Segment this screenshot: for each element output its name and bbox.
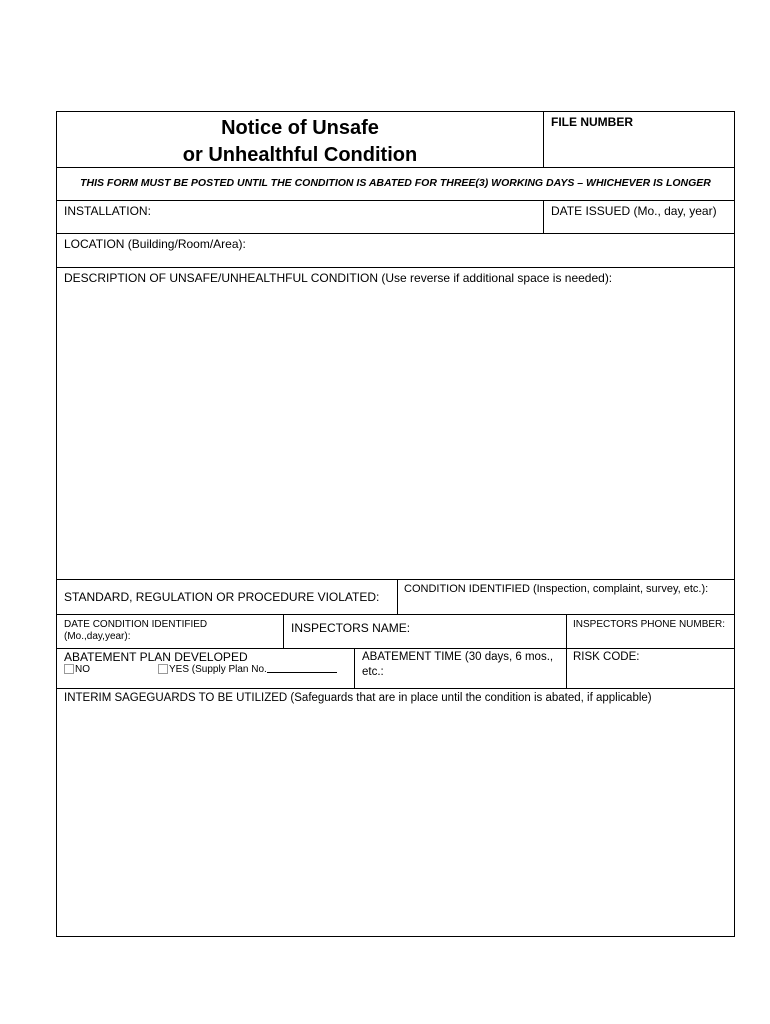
abatement-row	[57, 649, 734, 689]
risk-code-field[interactable]	[566, 649, 734, 688]
condition-identified-field[interactable]	[397, 580, 734, 614]
inspectors-phone-label: INSPECTORS PHONE NUMBER:	[573, 619, 726, 630]
interim-safeguards-field[interactable]	[57, 689, 734, 936]
option-no[interactable]	[64, 664, 90, 676]
inspectors-name-field[interactable]	[283, 615, 566, 648]
installation-label: INSTALLATION:	[64, 204, 151, 218]
date-condition-identified-field[interactable]	[57, 615, 283, 648]
date-issued-label: DATE ISSUED (Mo., day, year)	[551, 204, 717, 218]
option-yes-label: YES (Supply Plan No.	[169, 664, 267, 675]
installation-field[interactable]	[57, 201, 543, 233]
form-title-line2: or Unhealthful Condition	[182, 144, 418, 166]
standard-violated-field[interactable]	[57, 580, 397, 614]
abatement-time-label-2: etc.:	[362, 666, 384, 678]
option-no-label: NO	[75, 664, 90, 675]
standard-row	[57, 580, 734, 615]
abatement-plan-field	[57, 649, 354, 688]
unsafe-condition-form	[56, 111, 735, 937]
file-number-label: FILE NUMBER	[551, 115, 633, 129]
plan-number-line[interactable]	[267, 672, 337, 673]
date-condition-identified-label-1: DATE CONDITION IDENTIFIED	[64, 619, 208, 630]
no-checkbox[interactable]	[64, 664, 74, 674]
description-field[interactable]	[57, 268, 734, 580]
inspectors-phone-field[interactable]	[566, 615, 734, 648]
location-label: LOCATION (Building/Room/Area):	[64, 237, 246, 251]
installation-row	[57, 201, 734, 234]
posting-notice: THIS FORM MUST BE POSTED UNTIL THE CONDITION IS ABATED FOR THREE(3) WORKING DAYS – WHICHEVER IS LONGER	[80, 177, 711, 189]
condition-identified-label: CONDITION IDENTIFIED (Inspection, complaint, survey, etc.):	[404, 583, 709, 595]
option-yes[interactable]	[158, 664, 337, 676]
date-condition-identified-label-2: (Mo.,day,year):	[64, 631, 131, 642]
interim-safeguards-label: INTERIM SAGEGUARDS TO BE UTILIZED (Safeguards that are in place until the condition is abated, if applicable)	[64, 692, 652, 704]
abatement-plan-label: ABATEMENT PLAN DEVELOPED	[64, 650, 248, 664]
file-number-field[interactable]	[543, 112, 734, 167]
location-row[interactable]	[57, 234, 734, 268]
description-label: DESCRIPTION OF UNSAFE/UNHEALTHFUL CONDITION (Use reverse if additional space is needed):	[64, 271, 613, 285]
standard-violated-label: STANDARD, REGULATION OR PROCEDURE VIOLATED:	[64, 590, 380, 604]
inspector-row	[57, 615, 734, 649]
form-title	[57, 115, 543, 169]
risk-code-label: RISK CODE:	[573, 651, 640, 663]
posting-notice-row	[57, 168, 734, 201]
form-title-line1: Notice of Unsafe	[221, 117, 379, 139]
yes-checkbox[interactable]	[158, 664, 168, 674]
abatement-time-field[interactable]	[354, 649, 566, 688]
inspectors-name-label: INSPECTORS NAME:	[291, 621, 411, 635]
date-issued-field[interactable]	[543, 201, 734, 233]
header-row	[57, 112, 734, 168]
abatement-time-label-1: ABATEMENT TIME (30 days, 6 mos.,	[362, 651, 554, 663]
